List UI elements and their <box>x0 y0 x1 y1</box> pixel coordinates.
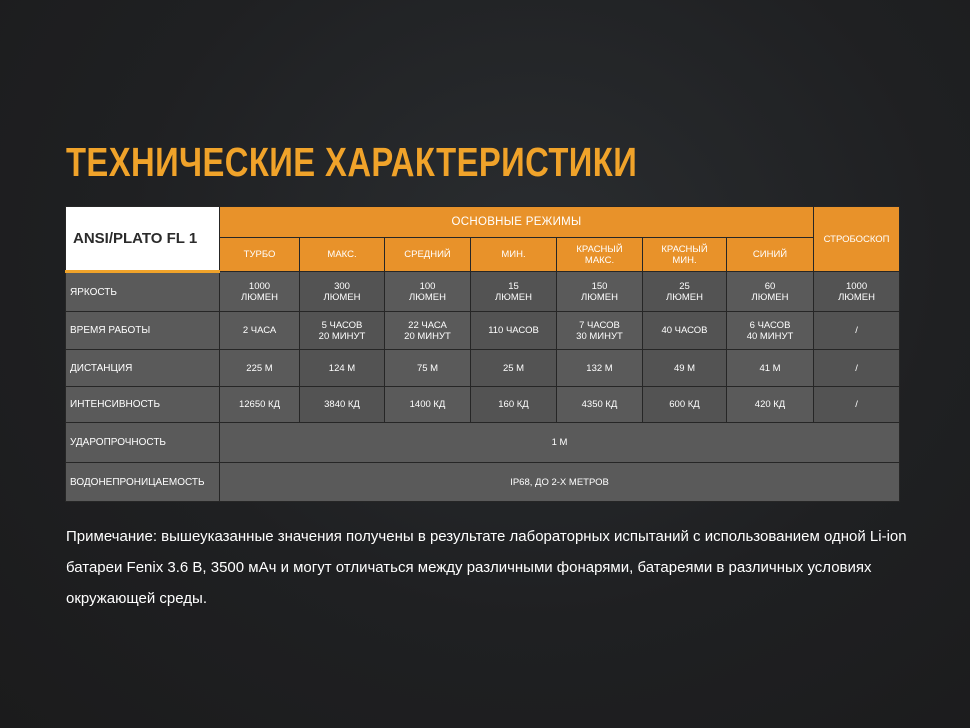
page-title: ТЕХНИЧЕСКИЕ ХАРАКТЕРИСТИКИ <box>66 139 638 185</box>
table-cell: 25 ЛЮМЕН <box>643 272 727 312</box>
table-cell: 300 ЛЮМЕН <box>300 272 385 312</box>
table-row <box>66 350 900 387</box>
table-cell: 150 ЛЮМЕН <box>557 272 643 312</box>
row-label: ИНТЕНСИВНОСТЬ <box>66 387 220 423</box>
table-cell: 40 ЧАСОВ <box>643 312 727 350</box>
table-cell: 1000 ЛЮМЕН <box>814 272 900 312</box>
table-cell: 110 ЧАСОВ <box>471 312 557 350</box>
table-cell: 7 ЧАСОВ 30 МИНУТ <box>557 312 643 350</box>
table-cell: 15 ЛЮМЕН <box>471 272 557 312</box>
table-cell: 5 ЧАСОВ 20 МИНУТ <box>300 312 385 350</box>
mode-header: КРАСНЫЙ МИН. <box>643 238 727 272</box>
table-cell: 160 КД <box>471 387 557 423</box>
table-cell: 225 М <box>220 350 300 387</box>
table-row <box>66 463 900 502</box>
mode-header: МИН. <box>471 238 557 272</box>
table-row <box>66 272 900 312</box>
table-cell: / <box>814 312 900 350</box>
main-modes-header: ОСНОВНЫЕ РЕЖИМЫ <box>220 207 814 238</box>
table-cell-span: 1 М <box>220 423 900 463</box>
table-cell: / <box>814 350 900 387</box>
table-cell: 3840 КД <box>300 387 385 423</box>
row-label: ЯРКОСТЬ <box>66 272 220 312</box>
row-label: ВОДОНЕПРОНИЦАЕМОСТЬ <box>66 463 220 502</box>
model-header: ANSI/PLATO FL 1 <box>66 207 220 272</box>
table-cell: 2 ЧАСА <box>220 312 300 350</box>
row-label: УДАРОПРОЧНОСТЬ <box>66 423 220 463</box>
table-cell: 75 М <box>385 350 471 387</box>
footnote: Примечание: вышеуказанные значения получены в результате лабораторных испытаний с использованием одной Li-ion батареи Fenix 3.6 В, 3500 мАч и могут отличаться между различными фонарями, батареями в различных условиях окружающей среды. <box>66 528 907 607</box>
table-cell: 600 КД <box>643 387 727 423</box>
table-cell: 12650 КД <box>220 387 300 423</box>
table-cell: 25 М <box>471 350 557 387</box>
table-cell: 4350 КД <box>557 387 643 423</box>
table-cell: 22 ЧАСА 20 МИНУТ <box>385 312 471 350</box>
row-label: ДИСТАНЦИЯ <box>66 350 220 387</box>
table-cell: 420 КД <box>727 387 814 423</box>
table-row <box>66 387 900 423</box>
mode-header: ТУРБО <box>220 238 300 272</box>
table-cell: / <box>814 387 900 423</box>
table-cell: 60 ЛЮМЕН <box>727 272 814 312</box>
mode-header: СРЕДНИЙ <box>385 238 471 272</box>
mode-header: СИНИЙ <box>727 238 814 272</box>
table-cell-span: IP68, ДО 2-Х МЕТРОВ <box>220 463 900 502</box>
strobe-header: СТРОБОСКОП <box>814 207 900 272</box>
table-cell: 100 ЛЮМЕН <box>385 272 471 312</box>
mode-header: МАКС. <box>300 238 385 272</box>
table-cell: 6 ЧАСОВ 40 МИНУТ <box>727 312 814 350</box>
table-cell: 41 М <box>727 350 814 387</box>
spec-table <box>65 206 900 502</box>
row-label: ВРЕМЯ РАБОТЫ <box>66 312 220 350</box>
table-row <box>66 312 900 350</box>
table-cell: 1400 КД <box>385 387 471 423</box>
table-cell: 132 М <box>557 350 643 387</box>
table-cell: 1000 ЛЮМЕН <box>220 272 300 312</box>
mode-header: КРАСНЫЙ МАКС. <box>557 238 643 272</box>
table-row <box>66 423 900 463</box>
table-cell: 124 М <box>300 350 385 387</box>
table-cell: 49 М <box>643 350 727 387</box>
